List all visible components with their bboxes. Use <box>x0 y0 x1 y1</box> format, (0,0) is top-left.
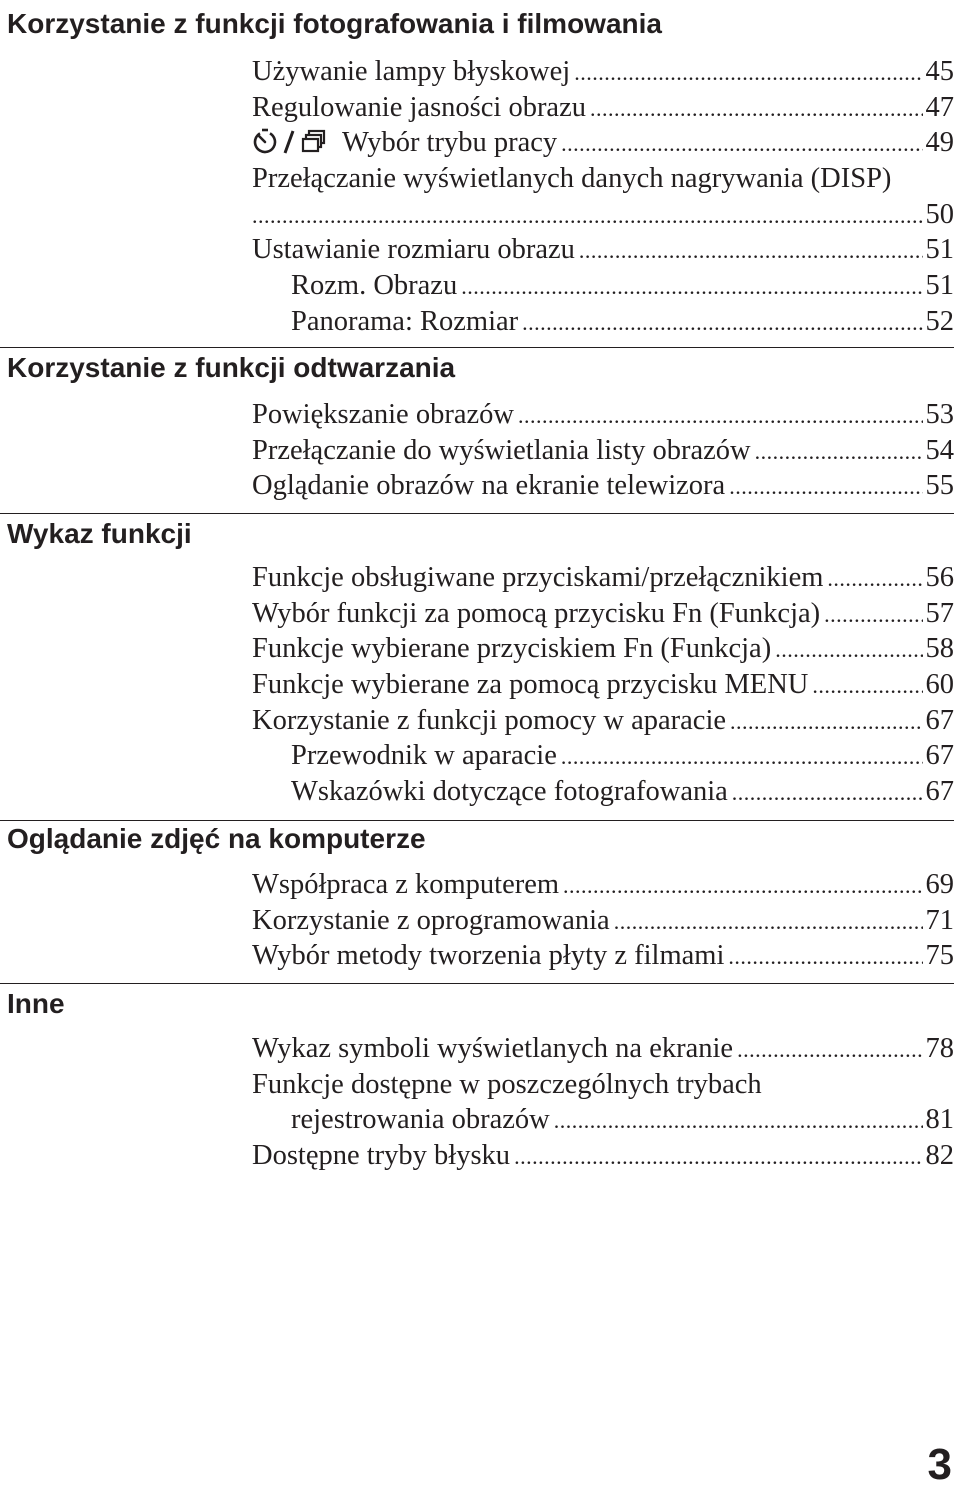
dot-leader <box>729 469 922 504</box>
toc-entry-text: Ustawianie rozmiaru obrazu <box>252 234 575 266</box>
toc-entry-text: Wybór metody tworzenia płyty z filmami <box>252 940 725 972</box>
section-title: Wykaz funkcji <box>7 518 192 549</box>
toc-entry[interactable] <box>252 703 954 739</box>
toc-entry-page: 60 <box>925 669 954 701</box>
toc-entry-text: Regulowanie jasności obrazu <box>252 91 586 123</box>
section-title: Korzystanie z funkcji odtwarzania <box>7 352 456 383</box>
dot-leader <box>614 904 923 939</box>
toc-entry-text: Dostępne tryby błysku <box>252 1140 511 1172</box>
toc-entry[interactable] <box>252 433 954 469</box>
dot-leader <box>732 775 923 810</box>
toc-entry-page: 81 <box>925 1104 954 1136</box>
toc-entry-text: Panorama: Rozmiar <box>291 305 519 337</box>
toc-entry[interactable] <box>252 1138 954 1174</box>
section-divider <box>0 820 954 821</box>
toc-subentry[interactable] <box>252 738 954 774</box>
burst-mode-icon <box>300 127 328 155</box>
toc-entry-text: Powiększanie obrazów <box>252 399 514 430</box>
toc-entry-page: 67 <box>925 740 954 772</box>
toc-entry-page: 82 <box>925 1140 954 1172</box>
toc-entry-text: Oglądanie obrazów na ekranie telewizora <box>252 470 726 502</box>
dot-leader <box>563 868 922 903</box>
toc-entry[interactable] <box>252 938 954 974</box>
dot-leader <box>824 597 922 632</box>
toc-entries <box>252 1031 954 1174</box>
toc-entry-page: 69 <box>925 869 954 900</box>
toc-entry-continuation[interactable] <box>252 197 954 233</box>
toc-entry-page: 78 <box>925 1033 954 1064</box>
toc-entry[interactable] <box>252 596 954 632</box>
toc-entry-page: 75 <box>925 940 954 972</box>
dot-leader <box>737 1032 922 1067</box>
toc-entry-text: Korzystanie z oprogramowania <box>252 904 610 936</box>
toc-entry-text: Korzystanie z funkcji pomocy w aparacie <box>252 704 727 736</box>
dot-leader <box>554 1103 923 1138</box>
toc-entry-page: 52 <box>925 305 954 337</box>
toc-entry-page: 71 <box>925 904 954 936</box>
toc-subentry[interactable] <box>252 304 954 340</box>
toc-entry-page: 45 <box>925 56 954 87</box>
toc-entry-page: 56 <box>925 562 954 593</box>
toc-entry[interactable] <box>252 90 954 126</box>
toc-entry-text: rejestrowania obrazów <box>291 1104 550 1136</box>
dot-leader <box>514 1139 922 1174</box>
dot-leader <box>561 126 922 161</box>
toc-entry-text: Wykaz symboli wyświetlanych na ekranie <box>252 1033 734 1064</box>
toc-entry-text: Funkcje wybierane za pomocą przycisku MENU <box>252 669 809 701</box>
toc-entry-page: 53 <box>925 399 954 430</box>
section-title: Korzystanie z funkcji fotografowania i filmowania <box>7 8 662 39</box>
toc-subentry[interactable] <box>252 268 954 304</box>
toc-entry-page: 50 <box>925 198 954 230</box>
toc-entry[interactable] <box>252 667 954 703</box>
toc-entries <box>252 867 954 974</box>
dot-leader <box>730 704 922 739</box>
dot-leader <box>775 632 922 667</box>
toc-entry[interactable] <box>252 1067 954 1103</box>
toc-entry-text: Funkcje obsługiwane przyciskami/przełącznikiem <box>252 562 824 593</box>
toc-entry-text: Rozm. Obrazu <box>291 270 458 302</box>
toc-entry-page: 54 <box>925 434 954 466</box>
toc-entry-page: 58 <box>925 633 954 665</box>
toc-entry-text-with-icons <box>252 125 557 161</box>
dot-leader <box>461 269 922 304</box>
toc-entry-page: 51 <box>925 270 954 302</box>
toc-entry-page: 49 <box>925 127 954 159</box>
dot-leader <box>252 198 923 233</box>
drive-mode-icons <box>252 127 328 155</box>
toc-entries <box>252 54 954 340</box>
toc-entry[interactable] <box>252 232 954 268</box>
toc-entries <box>252 397 954 504</box>
slash-separator-icon <box>282 127 296 155</box>
toc-entry[interactable] <box>252 903 954 939</box>
dot-leader <box>579 233 923 268</box>
toc-entry-text: Używanie lampy błyskowej <box>252 56 571 87</box>
toc-subentry[interactable] <box>252 774 954 810</box>
toc-entry-text: Przełączanie do wyświetlania listy obrazów <box>252 434 751 466</box>
toc-entry[interactable] <box>252 397 954 433</box>
toc-entry-page: 57 <box>925 597 954 629</box>
toc-entry[interactable] <box>252 1031 954 1067</box>
dot-leader <box>827 561 922 596</box>
section-title: Oglądanie zdjęć na komputerze <box>7 823 426 854</box>
toc-entry-text: Wybór funkcji za pomocą przycisku Fn (Funkcja) <box>252 597 821 629</box>
toc-entry-text: Funkcje dostępne w poszczególnych trybach <box>252 1068 762 1100</box>
toc-entries <box>252 560 954 810</box>
toc-entry-text: Współpraca z komputerem <box>252 869 560 900</box>
toc-entry-page: 67 <box>925 704 954 736</box>
toc-entry-page: 51 <box>925 234 954 266</box>
toc-entry[interactable] <box>252 631 954 667</box>
toc-entry-page: 55 <box>925 470 954 502</box>
toc-entry[interactable] <box>252 867 954 903</box>
toc-entry[interactable] <box>252 125 954 161</box>
toc-entry-continuation[interactable] <box>252 1102 954 1138</box>
toc-entry-text: Wskazówki dotyczące fotografowania <box>291 776 728 808</box>
toc-entry-text: Funkcje wybierane przyciskiem Fn (Funkcja) <box>252 633 772 665</box>
toc-entry[interactable] <box>252 468 954 504</box>
section-title: Inne <box>7 988 65 1019</box>
dot-leader <box>755 434 923 469</box>
toc-entry-text: Wybór trybu pracy <box>342 127 558 159</box>
self-timer-icon <box>252 127 278 155</box>
dot-leader <box>812 668 922 703</box>
toc-entry-page: 67 <box>925 776 954 808</box>
toc-entry-page: 47 <box>925 91 954 123</box>
dot-leader <box>574 55 922 90</box>
dot-leader <box>590 91 923 126</box>
dot-leader <box>728 939 922 974</box>
section-divider <box>0 513 954 514</box>
dot-leader <box>518 398 923 433</box>
dot-leader <box>561 739 923 774</box>
toc-entry-text: Przewodnik w aparacie <box>291 740 557 772</box>
toc-entry[interactable] <box>252 161 954 197</box>
dot-leader <box>522 305 922 340</box>
toc-entry[interactable] <box>252 54 954 90</box>
section-divider <box>0 983 954 984</box>
section-divider <box>0 347 954 348</box>
page-number: 3 <box>927 1440 952 1489</box>
toc-entry[interactable] <box>252 560 954 596</box>
toc-entry-text: Przełączanie wyświetlanych danych nagrywania (DISP) <box>252 163 892 195</box>
